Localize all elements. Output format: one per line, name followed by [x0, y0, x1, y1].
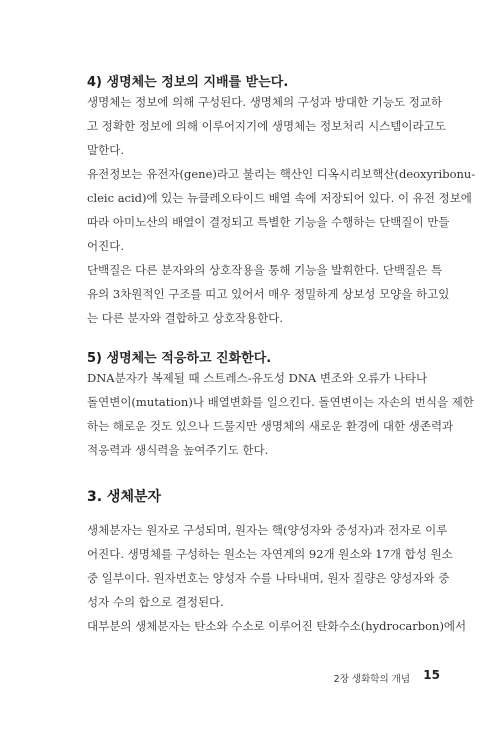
section-4-line: 유의 3차원적인 구조를 띠고 있어서 매우 정밀하게 상보성 모양을 하고있 [87, 287, 450, 301]
section-5-line: 적응력과 생식력을 높여주기도 한다. [87, 443, 269, 457]
section-4-line: 말한다. [87, 143, 124, 157]
section-4-line: 단백질은 다른 분자와의 상호작용을 통해 기능을 발휘한다. 단백질은 특 [87, 263, 443, 277]
section-4-line: 는 다른 분자와 결합하고 상호작용한다. [87, 311, 284, 325]
section-3-line: 성자 수의 합으로 결정된다. [87, 595, 224, 609]
section-3-line: 생체분자는 원자로 구성되며, 원자는 핵(양성자와 중성자)과 전자로 이루 [87, 523, 448, 537]
section-5-line: 하는 해로운 것도 있으나 드물지만 생명체의 새로운 환경에 대한 생존력과 [87, 419, 454, 433]
section-4-line: cleic acid)에 있는 뉴클레오타이드 배열 속에 저장되어 있다. 이 유전 정보에 [87, 191, 472, 205]
section-5-line: 돌연변이(mutation)나 배열변화를 일으킨다. 돌연변이는 자손의 번식을 제한 [87, 395, 474, 409]
section-4-line: 생명체는 정보에 의해 구성된다. 생명체의 구성과 방대한 기능도 정교하 [87, 95, 443, 109]
chapter-title: 2장 생화학의 개념 [333, 674, 410, 685]
section-3-line: 어진다. 생명체를 구성하는 원소는 자연계의 92개 원소와 17개 합성 원소 [87, 547, 453, 561]
page-number: 15 [423, 668, 440, 682]
section-3-heading: 3. 생체분자 [87, 489, 162, 505]
section-4-line: 따라 아미노산의 배열이 결정되고 특별한 기능을 수행하는 단백질이 만들 [87, 215, 450, 229]
section-3-line: 중 일부이다. 원자번호는 양성자 수를 나타내며, 원자 질량은 양성자와 중 [87, 571, 450, 585]
section-4-heading: 4) 생명체는 정보의 지배를 받는다. [87, 75, 289, 90]
section-4-line: 어진다. [87, 239, 124, 253]
page-footer [333, 668, 440, 685]
section-5-heading: 5) 생명체는 적응하고 진화한다. [87, 351, 272, 366]
section-4-line: 고 정확한 정보에 의해 이루어지기에 생명체는 정보처리 시스템이라고도 [87, 119, 446, 133]
section-4-line: 유전정보는 유전자(gene)라고 불리는 핵산인 디옥시리보핵산(deoxyribonu- [87, 167, 476, 181]
section-3-line: 대부분의 생체분자는 탄소와 수소로 이루어진 탄화수소(hydrocarbon)에서 [87, 619, 467, 633]
section-5-line: DNA분자가 복제될 때 스트레스-유도성 DNA 변조와 오류가 나타나 [87, 371, 428, 385]
